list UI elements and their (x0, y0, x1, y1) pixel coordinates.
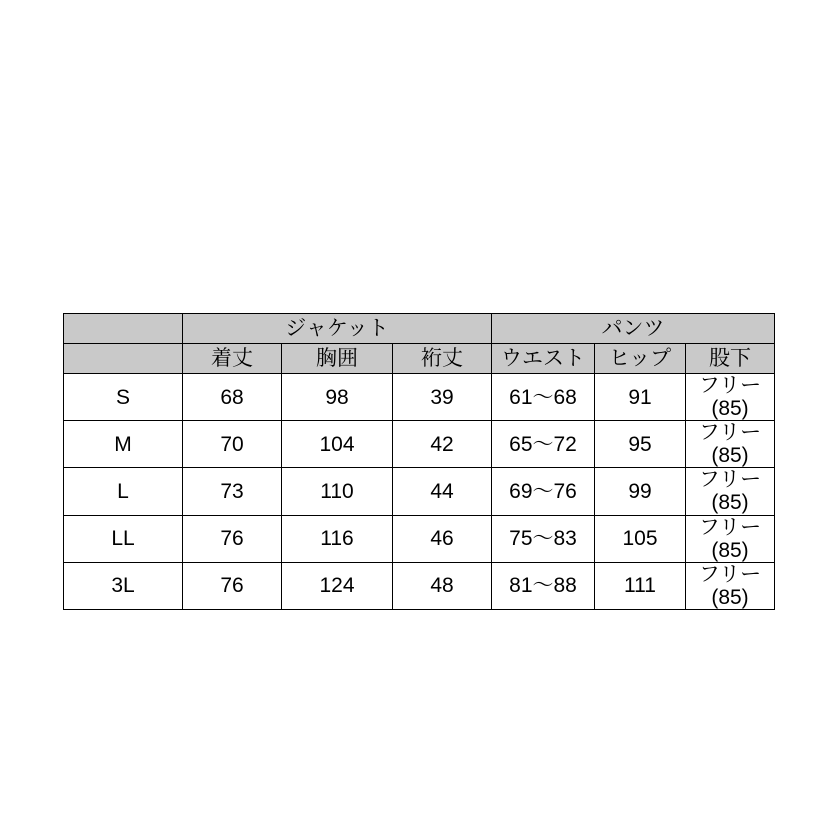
column-header-inseam: 股下 (686, 344, 775, 374)
cell-hip: 99 (595, 468, 686, 515)
table-row (64, 515, 775, 562)
table-row (64, 562, 775, 609)
cell-inseam: フリー(85) (686, 515, 775, 562)
group-header-jacket: ジャケット (183, 314, 492, 344)
cell-chest: 104 (282, 421, 393, 468)
cell-sleeve: 42 (393, 421, 492, 468)
group-header-pants: パンツ (492, 314, 775, 344)
size-chart (63, 313, 774, 610)
cell-chest: 116 (282, 515, 393, 562)
column-header-chest: 胸囲 (282, 344, 393, 374)
cell-length: 76 (183, 562, 282, 609)
size-chart-table (63, 313, 775, 610)
cell-waist: 69〜76 (492, 468, 595, 515)
cell-sleeve: 44 (393, 468, 492, 515)
cell-waist: 65〜72 (492, 421, 595, 468)
table-row (64, 374, 775, 421)
column-header-hip: ヒップ (595, 344, 686, 374)
cell-hip: 95 (595, 421, 686, 468)
cell-sleeve: 39 (393, 374, 492, 421)
row-size-label: L (64, 468, 183, 515)
cell-length: 70 (183, 421, 282, 468)
row-size-label: M (64, 421, 183, 468)
cell-waist: 61〜68 (492, 374, 595, 421)
column-header-length: 着丈 (183, 344, 282, 374)
cell-hip: 111 (595, 562, 686, 609)
cell-sleeve: 46 (393, 515, 492, 562)
column-header-size (64, 344, 183, 374)
cell-inseam: フリー(85) (686, 421, 775, 468)
cell-waist: 81〜88 (492, 562, 595, 609)
table-row (64, 421, 775, 468)
cell-chest: 98 (282, 374, 393, 421)
table-column-header-row (64, 344, 775, 374)
column-header-sleeve: 裄丈 (393, 344, 492, 374)
table-group-header-row (64, 314, 775, 344)
cell-hip: 105 (595, 515, 686, 562)
cell-waist: 75〜83 (492, 515, 595, 562)
row-size-label: LL (64, 515, 183, 562)
cell-length: 73 (183, 468, 282, 515)
cell-chest: 124 (282, 562, 393, 609)
column-header-waist: ウエスト (492, 344, 595, 374)
row-size-label: 3L (64, 562, 183, 609)
table-corner-cell (64, 314, 183, 344)
cell-length: 76 (183, 515, 282, 562)
cell-hip: 91 (595, 374, 686, 421)
cell-sleeve: 48 (393, 562, 492, 609)
table-row (64, 468, 775, 515)
cell-inseam: フリー(85) (686, 562, 775, 609)
cell-length: 68 (183, 374, 282, 421)
cell-chest: 110 (282, 468, 393, 515)
cell-inseam: フリー(85) (686, 374, 775, 421)
row-size-label: S (64, 374, 183, 421)
cell-inseam: フリー(85) (686, 468, 775, 515)
